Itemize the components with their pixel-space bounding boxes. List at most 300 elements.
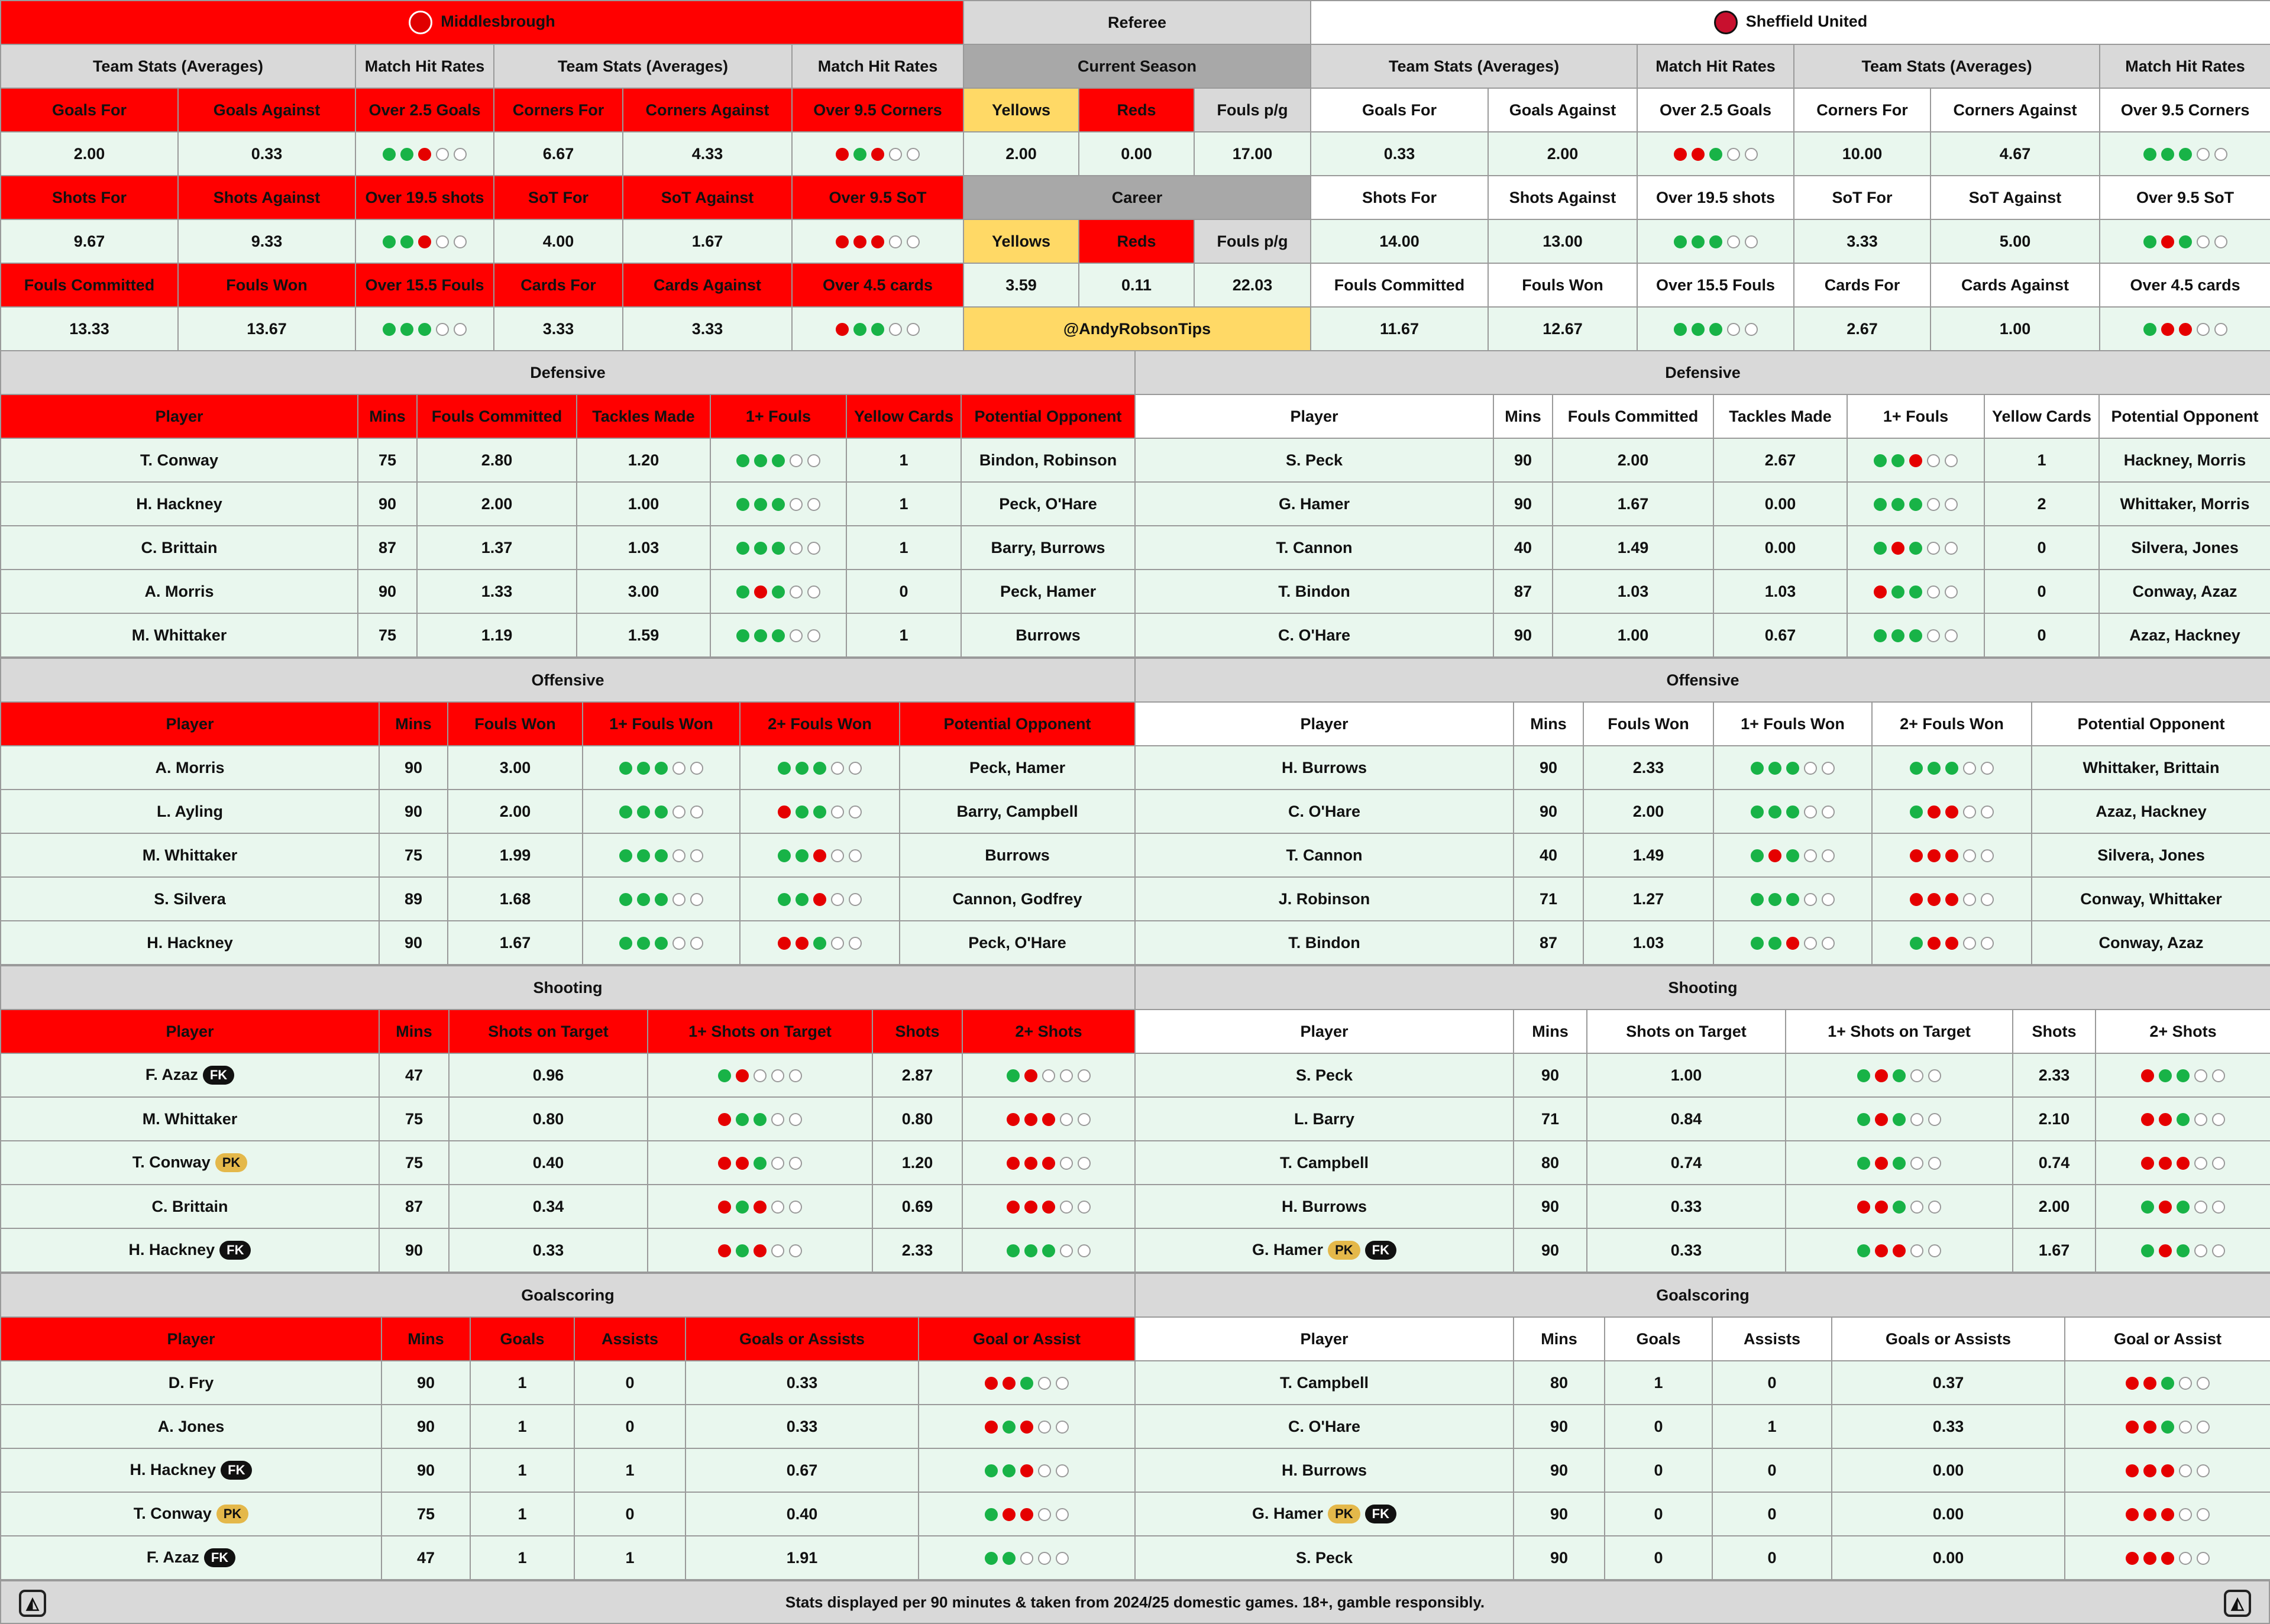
- table-row: [1, 1492, 1135, 1536]
- stat-cell: 1.03: [1553, 570, 1713, 613]
- empty-dot: [849, 762, 862, 775]
- column-header: Tackles Made: [1713, 394, 1847, 438]
- table-row: [1, 790, 1135, 833]
- fk-badge: FK: [203, 1066, 234, 1085]
- empty-dot: [2179, 1464, 2192, 1477]
- hit-dot: [754, 1113, 767, 1126]
- hit-dot: [619, 937, 632, 950]
- hit-rate-dots: [1874, 498, 1958, 511]
- table-row: [1135, 482, 2270, 526]
- stat-cell: 87: [379, 1185, 449, 1228]
- column-header: 1+ Fouls Won: [1713, 702, 1872, 746]
- hit-dot: [2161, 148, 2174, 161]
- player-name: G. Hamer PK FK: [1135, 1228, 1514, 1272]
- miss-dot: [1928, 937, 1941, 950]
- section-title: Goalscoring: [1, 1273, 1135, 1317]
- miss-dot: [836, 235, 849, 248]
- empty-dot: [889, 323, 902, 336]
- home-team-name: Middlesbrough: [441, 12, 555, 31]
- column-header: Goal or Assist: [919, 1317, 1135, 1361]
- miss-dot: [2161, 1552, 2174, 1565]
- hit-rate-dots: [985, 1552, 1069, 1565]
- empty-dot: [790, 454, 803, 467]
- empty-dot: [790, 585, 803, 599]
- hit-dot: [655, 937, 668, 950]
- player-name: C. O'Hare: [1135, 1405, 1514, 1448]
- empty-dot: [1927, 542, 1940, 555]
- away-offensive-table: [1134, 658, 2270, 965]
- away-stat-label: Goals Against: [1488, 88, 1637, 132]
- miss-dot: [754, 1201, 767, 1214]
- stat-cell: Silvera, Jones: [2032, 833, 2270, 877]
- hit-dot: [2177, 1113, 2190, 1126]
- hit-dot: [1909, 629, 1922, 642]
- table-row: [1135, 1053, 2270, 1097]
- miss-dot: [2143, 1508, 2156, 1521]
- player-name: T. Bindon: [1135, 921, 1514, 965]
- player-name: T. Campbell: [1135, 1141, 1514, 1185]
- stat-cell: 2.00: [2013, 1185, 2096, 1228]
- home-stat-label: Goals Against: [178, 88, 355, 132]
- away-stat-label: Goals For: [1311, 88, 1488, 132]
- hit-dot: [853, 148, 866, 161]
- miss-dot: [813, 893, 826, 906]
- hit-rate-dots: [718, 1157, 802, 1170]
- twitter-handle[interactable]: @AndyRobsonTips: [963, 307, 1311, 351]
- away-stat-label: Shots Against: [1488, 176, 1637, 219]
- miss-dot: [1910, 893, 1923, 906]
- player-name: G. Hamer: [1135, 482, 1493, 526]
- hit-dot: [1768, 893, 1781, 906]
- home-offensive-table: [0, 658, 1136, 965]
- stat-cell: 0: [1712, 1448, 1832, 1492]
- empty-dot: [690, 937, 703, 950]
- column-header: Shots on Target: [449, 1010, 648, 1053]
- away-stat-value: [1637, 307, 1794, 351]
- empty-dot: [1038, 1421, 1051, 1434]
- empty-dot: [454, 148, 467, 161]
- stat-cell: 1.20: [872, 1141, 962, 1185]
- stat-cell: [2065, 1536, 2270, 1580]
- player-name: S. Peck: [1135, 1053, 1514, 1097]
- table-row: [1135, 833, 2270, 877]
- empty-dot: [2194, 1244, 2207, 1257]
- stat-cell: [2065, 1405, 2270, 1448]
- away-stat-value: [1637, 132, 1794, 176]
- stat-cell: [710, 570, 846, 613]
- empty-dot: [1078, 1113, 1091, 1126]
- stat-cell: 90: [1514, 1053, 1587, 1097]
- hit-dot: [1891, 454, 1904, 467]
- stat-cell: 87: [1514, 921, 1583, 965]
- empty-dot: [1060, 1157, 1073, 1170]
- away-team-stats-header: Team Stats (Averages): [1794, 44, 2100, 88]
- empty-dot: [2197, 1464, 2210, 1477]
- empty-dot: [1078, 1244, 1091, 1257]
- stat-cell: 0: [846, 570, 961, 613]
- empty-dot: [1910, 1157, 1923, 1170]
- empty-dot: [790, 629, 803, 642]
- empty-dot: [2197, 148, 2210, 161]
- column-header: Yellow Cards: [1984, 394, 2099, 438]
- away-stat-label: Cards Against: [1931, 263, 2100, 307]
- stat-cell: 3.00: [448, 746, 583, 790]
- hit-rate-dots: [985, 1377, 1069, 1390]
- column-header: Player: [1, 394, 358, 438]
- hit-rate-dots: [2126, 1464, 2210, 1477]
- hit-rate-dots: [1674, 323, 1758, 336]
- hit-dot: [772, 454, 785, 467]
- hit-dot: [1857, 1113, 1870, 1126]
- hit-rate-dots: [736, 542, 820, 555]
- miss-dot: [2161, 1464, 2174, 1477]
- referee-current-yellows: 2.00: [963, 132, 1079, 176]
- stat-cell: [648, 1185, 872, 1228]
- hit-dot: [1893, 1069, 1906, 1082]
- empty-dot: [807, 629, 820, 642]
- empty-dot: [771, 1244, 784, 1257]
- home-stat-value: 3.33: [494, 307, 623, 351]
- stat-cell: 75: [358, 613, 417, 657]
- player-name: G. Hamer PK FK: [1135, 1492, 1514, 1536]
- fk-badge: FK: [219, 1241, 251, 1260]
- stat-cell: 1.20: [577, 438, 710, 482]
- away-stat-value: [2100, 307, 2270, 351]
- player-name: A. Morris: [1, 746, 379, 790]
- miss-dot: [836, 323, 849, 336]
- table-row: [1, 1448, 1135, 1492]
- miss-dot: [2141, 1069, 2154, 1082]
- hit-dot: [2161, 1421, 2174, 1434]
- empty-dot: [2179, 1421, 2192, 1434]
- away-stat-value: 2.00: [1488, 132, 1637, 176]
- stat-cell: 90: [1514, 1492, 1605, 1536]
- stat-cell: 89: [379, 877, 448, 921]
- miss-dot: [1042, 1201, 1055, 1214]
- stat-cell: [583, 790, 740, 833]
- hit-rate-dots: [2141, 1244, 2225, 1257]
- home-stat-value: 1.67: [623, 219, 792, 263]
- referee-career-fouls: 22.03: [1194, 263, 1311, 307]
- hit-dot: [1786, 893, 1799, 906]
- stat-cell: 90: [1514, 1228, 1587, 1272]
- empty-dot: [1981, 849, 1994, 862]
- stat-cell: Whittaker, Brittain: [2032, 746, 2270, 790]
- hit-dot: [736, 1113, 749, 1126]
- player-name: M. Whittaker: [1, 1097, 379, 1141]
- column-header: 2+ Fouls Won: [740, 702, 900, 746]
- stat-cell: 1: [1712, 1405, 1832, 1448]
- away-stat-value: [2100, 219, 2270, 263]
- miss-dot: [2141, 1157, 2154, 1170]
- player-name: F. Azaz FK: [1, 1536, 381, 1580]
- hit-dot: [985, 1552, 998, 1565]
- hit-dot: [1003, 1464, 1016, 1477]
- miss-dot: [718, 1113, 731, 1126]
- hit-rate-dots: [1674, 235, 1758, 248]
- home-team-header: [1, 1, 963, 44]
- empty-dot: [1910, 1244, 1923, 1257]
- hit-dot: [383, 235, 396, 248]
- empty-dot: [1945, 454, 1958, 467]
- empty-dot: [789, 1069, 802, 1082]
- stat-cell: 80: [1514, 1361, 1605, 1405]
- table-row: [1135, 877, 2270, 921]
- hit-dot: [1674, 235, 1687, 248]
- stat-cell: [962, 1097, 1135, 1141]
- miss-dot: [1945, 849, 1958, 862]
- stat-cell: [1872, 833, 2032, 877]
- table-row: [1135, 1361, 2270, 1405]
- hit-rate-dots: [1751, 937, 1835, 950]
- hit-dot: [772, 498, 785, 511]
- away-stat-label: SoT For: [1794, 176, 1931, 219]
- home-hit-rates-header: Match Hit Rates: [355, 44, 494, 88]
- stat-cell: 0.34: [449, 1185, 648, 1228]
- home-stat-value: 6.67: [494, 132, 623, 176]
- hit-dot: [813, 762, 826, 775]
- hit-dot: [1857, 1069, 1870, 1082]
- empty-dot: [1020, 1552, 1033, 1565]
- hit-dot: [1751, 762, 1764, 775]
- stat-cell: 1: [574, 1448, 685, 1492]
- hit-dot: [655, 893, 668, 906]
- hit-dot: [637, 893, 650, 906]
- empty-dot: [672, 762, 685, 775]
- hit-rate-dots: [778, 893, 862, 906]
- table-row: [1, 1097, 1135, 1141]
- miss-dot: [1024, 1201, 1037, 1214]
- hit-rate-dots: [836, 148, 920, 161]
- hit-dot: [637, 805, 650, 819]
- player-name: H. Burrows: [1135, 746, 1514, 790]
- empty-dot: [1928, 1069, 1941, 1082]
- away-stat-value: 3.33: [1794, 219, 1931, 263]
- stat-cell: 0.67: [1713, 613, 1847, 657]
- home-stat-label: SoT For: [494, 176, 623, 219]
- stat-cell: 2.10: [2013, 1097, 2096, 1141]
- hit-dot: [772, 585, 785, 599]
- home-stat-label: Fouls Won: [178, 263, 355, 307]
- miss-dot: [2159, 1201, 2172, 1214]
- stat-cell: 1.00: [1587, 1053, 1786, 1097]
- stat-cell: 1.99: [448, 833, 583, 877]
- hit-dot: [1768, 937, 1781, 950]
- stat-cell: [648, 1141, 872, 1185]
- stat-cell: 71: [1514, 877, 1583, 921]
- hit-dot: [1003, 1552, 1016, 1565]
- hit-rate-dots: [2141, 1157, 2225, 1170]
- hit-rate-dots: [1751, 849, 1835, 862]
- hit-rate-dots: [2126, 1377, 2210, 1390]
- home-stat-value: [355, 219, 494, 263]
- stat-cell: [1847, 613, 1984, 657]
- away-stat-value: [1637, 219, 1794, 263]
- stat-cell: 1.00: [577, 482, 710, 526]
- hit-rate-dots: [2141, 1069, 2225, 1082]
- hit-rate-dots: [718, 1113, 802, 1126]
- miss-dot: [2126, 1508, 2139, 1521]
- empty-dot: [1981, 805, 1994, 819]
- away-stat-label: Shots For: [1311, 176, 1488, 219]
- column-header: Fouls Won: [1583, 702, 1713, 746]
- hit-rate-dots: [1007, 1157, 1091, 1170]
- stat-cell: [1872, 746, 2032, 790]
- fk-badge: FK: [221, 1461, 252, 1480]
- empty-dot: [1927, 498, 1940, 511]
- stat-cell: [919, 1536, 1135, 1580]
- table-row: [1, 570, 1135, 613]
- stat-cell: [962, 1141, 1135, 1185]
- hit-dot: [1891, 498, 1904, 511]
- away-stat-label: Over 9.5 Corners: [2100, 88, 2270, 132]
- player-name: T. Campbell: [1135, 1361, 1514, 1405]
- stat-cell: [740, 790, 900, 833]
- hit-rate-dots: [1007, 1113, 1091, 1126]
- referee-reds-label: Reds: [1079, 219, 1194, 263]
- referee-career-reds: 0.11: [1079, 263, 1194, 307]
- hit-dot: [1928, 762, 1941, 775]
- referee-yellows-label: Yellows: [963, 219, 1079, 263]
- hit-rate-dots: [1751, 893, 1835, 906]
- empty-dot: [1822, 849, 1835, 862]
- table-row: [1, 482, 1135, 526]
- away-team-stats-header: Team Stats (Averages): [1311, 44, 1637, 88]
- empty-dot: [2212, 1201, 2225, 1214]
- player-name: M. Whittaker: [1, 613, 358, 657]
- hit-rate-dots: [836, 235, 920, 248]
- miss-dot: [1945, 893, 1958, 906]
- miss-dot: [836, 148, 849, 161]
- empty-dot: [1910, 1201, 1923, 1214]
- away-stat-label: Over 15.5 Fouls: [1637, 263, 1794, 307]
- stat-cell: 0.00: [1832, 1448, 2065, 1492]
- column-header: 1+ Fouls: [710, 394, 846, 438]
- column-header: 1+ Fouls: [1847, 394, 1984, 438]
- stat-cell: [1872, 921, 2032, 965]
- column-header: Goals: [470, 1317, 574, 1361]
- hit-rate-dots: [718, 1201, 802, 1214]
- stat-cell: 1.59: [577, 613, 710, 657]
- stat-cell: 1.03: [1713, 570, 1847, 613]
- pk-badge: PK: [1328, 1505, 1360, 1523]
- away-stat-value: 5.00: [1931, 219, 2100, 263]
- table-row: [1135, 1448, 2270, 1492]
- player-name: F. Azaz FK: [1, 1053, 379, 1097]
- empty-dot: [907, 148, 920, 161]
- stat-cell: [1786, 1053, 2013, 1097]
- referee-current-reds: 0.00: [1079, 132, 1194, 176]
- hit-dot: [1910, 805, 1923, 819]
- empty-dot: [436, 323, 449, 336]
- player-name: H. Hackney: [1, 482, 358, 526]
- stat-cell: 0.37: [1832, 1361, 2065, 1405]
- stat-cell: 0: [1984, 613, 2099, 657]
- column-header: Potential Opponent: [900, 702, 1135, 746]
- home-stat-value: 9.33: [178, 219, 355, 263]
- stat-cell: [1872, 790, 2032, 833]
- miss-dot: [2159, 1244, 2172, 1257]
- stat-cell: 0: [1605, 1536, 1712, 1580]
- stat-cell: [1786, 1097, 2013, 1141]
- stat-cell: 0.84: [1587, 1097, 1786, 1141]
- stat-cell: 75: [379, 1141, 449, 1185]
- table-row: [1, 1536, 1135, 1580]
- stat-cell: 90: [1514, 1185, 1587, 1228]
- column-header: Mins: [381, 1317, 470, 1361]
- miss-dot: [2159, 1157, 2172, 1170]
- referee-career: Career: [963, 176, 1311, 219]
- stat-cell: 1.49: [1553, 526, 1713, 570]
- hit-dot: [778, 893, 791, 906]
- stat-cell: 90: [381, 1361, 470, 1405]
- hit-dot: [985, 1464, 998, 1477]
- miss-dot: [2141, 1113, 2154, 1126]
- hit-dot: [1857, 1244, 1870, 1257]
- column-header: Mins: [1514, 1010, 1587, 1053]
- miss-dot: [1875, 1157, 1888, 1170]
- hit-dot: [1692, 323, 1705, 336]
- empty-dot: [1038, 1552, 1051, 1565]
- hit-dot: [619, 893, 632, 906]
- referee-fouls-label: Fouls p/g: [1194, 219, 1311, 263]
- miss-dot: [754, 585, 767, 599]
- hit-rate-dots: [985, 1421, 1069, 1434]
- table-row: [1, 1361, 1135, 1405]
- fk-badge: FK: [204, 1548, 235, 1567]
- hit-rate-dots: [1857, 1069, 1941, 1082]
- stat-cell: 1: [470, 1405, 574, 1448]
- stat-cell: Conway, Azaz: [2099, 570, 2270, 613]
- hit-rate-dots: [985, 1508, 1069, 1521]
- miss-dot: [1857, 1201, 1870, 1214]
- empty-dot: [907, 323, 920, 336]
- player-name: H. Hackney FK: [1, 1228, 379, 1272]
- away-stat-label: SoT Against: [1931, 176, 2100, 219]
- stat-cell: 0.33: [1587, 1228, 1786, 1272]
- stat-cell: [648, 1097, 872, 1141]
- stat-cell: 0.33: [1587, 1185, 1786, 1228]
- empty-dot: [1727, 148, 1740, 161]
- hit-dot: [400, 235, 413, 248]
- hit-dot: [655, 849, 668, 862]
- miss-dot: [1945, 937, 1958, 950]
- table-row: [1, 1405, 1135, 1448]
- referee-current-fouls: 17.00: [1194, 132, 1311, 176]
- table-row: [1135, 438, 2270, 482]
- miss-dot: [1020, 1464, 1033, 1477]
- stat-cell: [2065, 1492, 2270, 1536]
- table-row: [1135, 1405, 2270, 1448]
- hit-dot: [796, 849, 809, 862]
- stat-cell: [919, 1492, 1135, 1536]
- empty-dot: [790, 498, 803, 511]
- stat-cell: 1.49: [1583, 833, 1713, 877]
- stat-cell: 0.96: [449, 1053, 648, 1097]
- column-header: Player: [1, 1317, 381, 1361]
- empty-dot: [2197, 1508, 2210, 1521]
- home-stat-value: 3.33: [623, 307, 792, 351]
- column-header: Player: [1135, 702, 1514, 746]
- hit-dot: [2141, 1201, 2154, 1214]
- hit-dot: [1874, 629, 1887, 642]
- empty-dot: [436, 235, 449, 248]
- hit-rate-dots: [619, 762, 703, 775]
- away-goalscoring-table: [1134, 1273, 2270, 1580]
- hit-dot: [1909, 585, 1922, 599]
- stat-cell: 75: [358, 438, 417, 482]
- brand-logo-icon: ◭: [19, 1590, 46, 1617]
